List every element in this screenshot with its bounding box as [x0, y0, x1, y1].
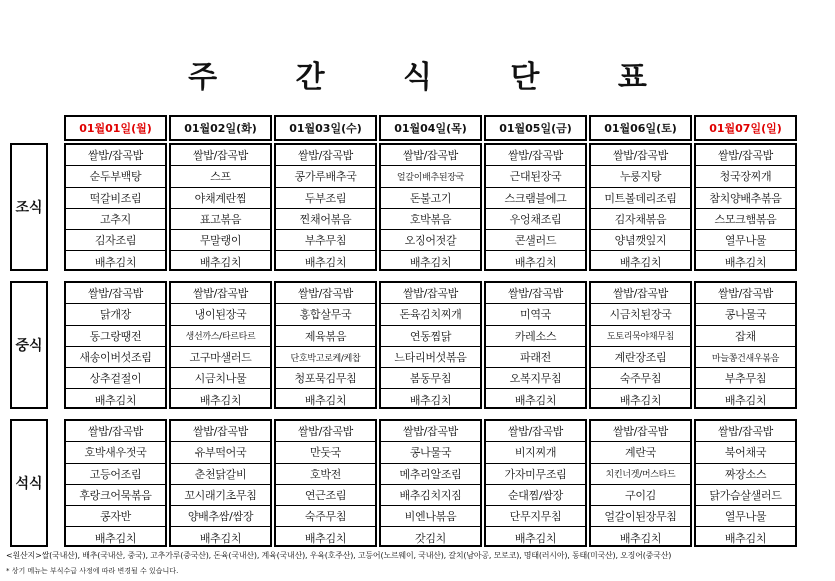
menu-item: 꼬시래기초무침	[171, 485, 270, 506]
menu-item: 쌀밥/잡곡밥	[486, 421, 585, 442]
menu-item: 쌀밥/잡곡밥	[486, 145, 585, 166]
menu-item: 파래전	[486, 347, 585, 368]
meal-label: 조식	[10, 143, 48, 271]
menu-item: 잡채	[696, 326, 795, 347]
menu-item: 김자조림	[66, 230, 165, 251]
menu-item: 호박볶음	[381, 209, 480, 230]
menu-item: 계란국	[591, 442, 690, 463]
menu-item: 야채계란찜	[171, 188, 270, 209]
menu-column	[694, 281, 797, 409]
menu-item: 누룽지탕	[591, 166, 690, 187]
menu-item: 느타리버섯볶음	[381, 347, 480, 368]
menu-column	[169, 281, 272, 409]
menu-item: 단호박고로케/케찹	[276, 347, 375, 368]
day-header-5: 01월05일(금)	[484, 115, 587, 141]
menu-item: 김자채볶음	[591, 209, 690, 230]
menu-column	[64, 143, 167, 271]
menu-item: 배추김치	[199, 256, 242, 270]
menu-item: 시금치된장국	[591, 304, 690, 325]
menu-item: 무말랭이	[171, 230, 270, 251]
menu-item: 봄동무침	[381, 368, 480, 389]
menu-column	[379, 419, 482, 547]
menu-item: 찐채어볶음	[276, 209, 375, 230]
menu-item: 순두부백탕	[66, 166, 165, 187]
menu-item: 청국장찌개	[696, 166, 795, 187]
menu-item: 스모크햄볶음	[696, 209, 795, 230]
menu-item: 배추김치	[199, 532, 242, 546]
menu-item: 호박전	[276, 464, 375, 485]
menu-item: 부추무침	[696, 368, 795, 389]
menu-item: 배추김치지짐	[381, 485, 480, 506]
menu-item: 얼갈이된장무침	[591, 506, 690, 527]
menu-item: 고구마샐러드	[171, 347, 270, 368]
menu-item: 호박새우젓국	[66, 442, 165, 463]
menu-column	[484, 143, 587, 271]
page-title: 주 간 식 단 표	[188, 60, 681, 95]
menu-item: 배추김치	[304, 394, 347, 408]
menu-item: 갓김치	[415, 532, 446, 546]
meal-label: 중식	[10, 281, 48, 409]
menu-item: 메추리알조림	[381, 464, 480, 485]
menu-item: 쌀밥/잡곡밥	[591, 421, 690, 442]
menu-item: 쌀밥/잡곡밥	[381, 145, 480, 166]
menu-item: 미역국	[486, 304, 585, 325]
menu-item: 계란장조림	[591, 347, 690, 368]
menu-item: 쌀밥/잡곡밥	[696, 145, 795, 166]
menu-item: 배추김치	[199, 394, 242, 408]
menu-item: 쌀밥/잡곡밥	[276, 421, 375, 442]
menu-item: 쌀밥/잡곡밥	[171, 283, 270, 304]
menu-item: 배추김치	[304, 256, 347, 270]
menu-item: 열무나물	[696, 506, 795, 527]
menu-item: 새송이버섯조림	[66, 347, 165, 368]
menu-item: 배추김치	[514, 256, 557, 270]
menu-item: 북어채국	[696, 442, 795, 463]
day-header-row	[64, 115, 799, 141]
menu-item: 배추김치	[409, 394, 452, 408]
menu-item: 비엔나볶음	[381, 506, 480, 527]
menu-item: 배추김치	[619, 532, 662, 546]
menu-column	[589, 419, 692, 547]
menu-column	[274, 419, 377, 547]
menu-item: 가자미무조림	[486, 464, 585, 485]
origin-note: <원산지>쌀(국내산), 배추(국내산, 중국), 고추가루(중국산), 돈육(국내산), 계육(국내산), 우육(호주산), 고등어(노르웨이, 국내산), 갈치(남아공, 모로코), 명태(러시아), 동태(미국산), 오징어(중국산)	[6, 551, 672, 560]
menu-item: 춘천닭갈비	[171, 464, 270, 485]
menu-column	[694, 143, 797, 271]
menu-item: 콩나물국	[696, 304, 795, 325]
menu-item: 숙주무침	[276, 506, 375, 527]
menu-item: 쌀밥/잡곡밥	[66, 421, 165, 442]
menu-item: 쌀밥/잡곡밥	[171, 421, 270, 442]
menu-item: 쌀밥/잡곡밥	[381, 421, 480, 442]
menu-item: 참치양배추볶음	[696, 188, 795, 209]
menu-item: 오징어젓갈	[381, 230, 480, 251]
menu-item: 배추김치	[514, 394, 557, 408]
menu-item: 우엉채조림	[486, 209, 585, 230]
menu-item: 양배추쌈/쌈장	[171, 506, 270, 527]
menu-column	[64, 281, 167, 409]
menu-item: 스프	[171, 166, 270, 187]
menu-item: 시금치나물	[171, 368, 270, 389]
meal-label: 석식	[10, 419, 48, 547]
menu-item: 쌀밥/잡곡밥	[486, 283, 585, 304]
menu-column	[694, 419, 797, 547]
menu-item: 콩가루배추국	[276, 166, 375, 187]
menu-item: 카레소스	[486, 326, 585, 347]
menu-item: 치킨너겟/머스타드	[591, 464, 690, 485]
menu-item: 순대찜/쌈장	[486, 485, 585, 506]
menu-item: 짜장소스	[696, 464, 795, 485]
menu-item: 생선까스/타르타르	[171, 326, 270, 347]
menu-column	[274, 281, 377, 409]
menu-item: 홍합살무국	[276, 304, 375, 325]
menu-item: 쌀밥/잡곡밥	[696, 421, 795, 442]
menu-item: 부추무침	[276, 230, 375, 251]
menu-item: 얼갈이배추된장국	[381, 166, 480, 187]
menu-column	[169, 143, 272, 271]
menu-column	[484, 281, 587, 409]
menu-item: 쌀밥/잡곡밥	[276, 283, 375, 304]
day-header-2: 01월02일(화)	[169, 115, 272, 141]
menu-item: 쌀밥/잡곡밥	[171, 145, 270, 166]
menu-item: 고추지	[66, 209, 165, 230]
menu-item: 배추김치	[94, 394, 137, 408]
menu-item: 열무나물	[696, 230, 795, 251]
menu-item: 콩나물국	[381, 442, 480, 463]
menu-item: 배추김치	[724, 394, 767, 408]
menu-column	[379, 143, 482, 271]
menu-item: 쌀밥/잡곡밥	[591, 145, 690, 166]
menu-item: 콘샐러드	[486, 230, 585, 251]
menu-item: 만둣국	[276, 442, 375, 463]
menu-item: 상추겉절이	[66, 368, 165, 389]
menu-item: 숙주무침	[591, 368, 690, 389]
change-notice: * 상기 메뉴는 부식수급 사정에 따라 변경될 수 있습니다.	[6, 567, 179, 575]
menu-item: 쌀밥/잡곡밥	[276, 145, 375, 166]
menu-item: 배추김치	[514, 532, 557, 546]
menu-item: 고등어조림	[66, 464, 165, 485]
menu-column	[379, 281, 482, 409]
menu-item: 쌀밥/잡곡밥	[696, 283, 795, 304]
menu-item: 유부떡어국	[171, 442, 270, 463]
menu-column	[484, 419, 587, 547]
menu-item: 쌀밥/잡곡밥	[66, 283, 165, 304]
menu-item: 도토리묵야채무침	[591, 326, 690, 347]
menu-item: 떡갈비조림	[66, 188, 165, 209]
menu-item: 배추김치	[94, 532, 137, 546]
menu-item: 쌀밥/잡곡밥	[381, 283, 480, 304]
menu-column	[589, 281, 692, 409]
menu-column	[169, 419, 272, 547]
menu-item: 스크램블에그	[486, 188, 585, 209]
day-header-4: 01월04일(목)	[379, 115, 482, 141]
day-header-1: 01월01일(월)	[64, 115, 167, 141]
menu-column	[589, 143, 692, 271]
menu-column	[64, 419, 167, 547]
menu-item: 배추김치	[304, 532, 347, 546]
menu-item: 쌀밥/잡곡밥	[66, 145, 165, 166]
menu-item: 배추김치	[619, 394, 662, 408]
menu-item: 청포묵김무침	[276, 368, 375, 389]
menu-item: 연동찜닭	[381, 326, 480, 347]
day-header-7: 01월07일(일)	[694, 115, 797, 141]
menu-item: 표고볶음	[171, 209, 270, 230]
menu-item: 배추김치	[409, 256, 452, 270]
menu-item: 돈육김치찌개	[381, 304, 480, 325]
menu-item: 배추김치	[724, 256, 767, 270]
menu-item: 양념깻잎지	[591, 230, 690, 251]
menu-item: 배추김치	[94, 256, 137, 270]
menu-item: 미트볼데리조림	[591, 188, 690, 209]
menu-column	[274, 143, 377, 271]
menu-item: 닭개장	[66, 304, 165, 325]
menu-item: 쌀밥/잡곡밥	[591, 283, 690, 304]
menu-item: 비지찌개	[486, 442, 585, 463]
menu-item: 배추김치	[619, 256, 662, 270]
menu-item: 닭가슴살샐러드	[696, 485, 795, 506]
day-header-6: 01월06일(토)	[589, 115, 692, 141]
menu-item: 후랑크어묵볶음	[66, 485, 165, 506]
menu-item: 제육볶음	[276, 326, 375, 347]
menu-item: 연근조림	[276, 485, 375, 506]
menu-item: 두부조림	[276, 188, 375, 209]
menu-item: 단무지무침	[486, 506, 585, 527]
day-header-3: 01월03일(수)	[274, 115, 377, 141]
menu-item: 돈불고기	[381, 188, 480, 209]
menu-item: 냉이된장국	[171, 304, 270, 325]
menu-item: 콩자반	[66, 506, 165, 527]
menu-item: 배추김치	[724, 532, 767, 546]
menu-item: 오복지무침	[486, 368, 585, 389]
menu-item: 마늘쫑건새우볶음	[696, 347, 795, 368]
menu-item: 구이김	[591, 485, 690, 506]
menu-item: 근대된장국	[486, 166, 585, 187]
menu-item: 동그랑땡전	[66, 326, 165, 347]
